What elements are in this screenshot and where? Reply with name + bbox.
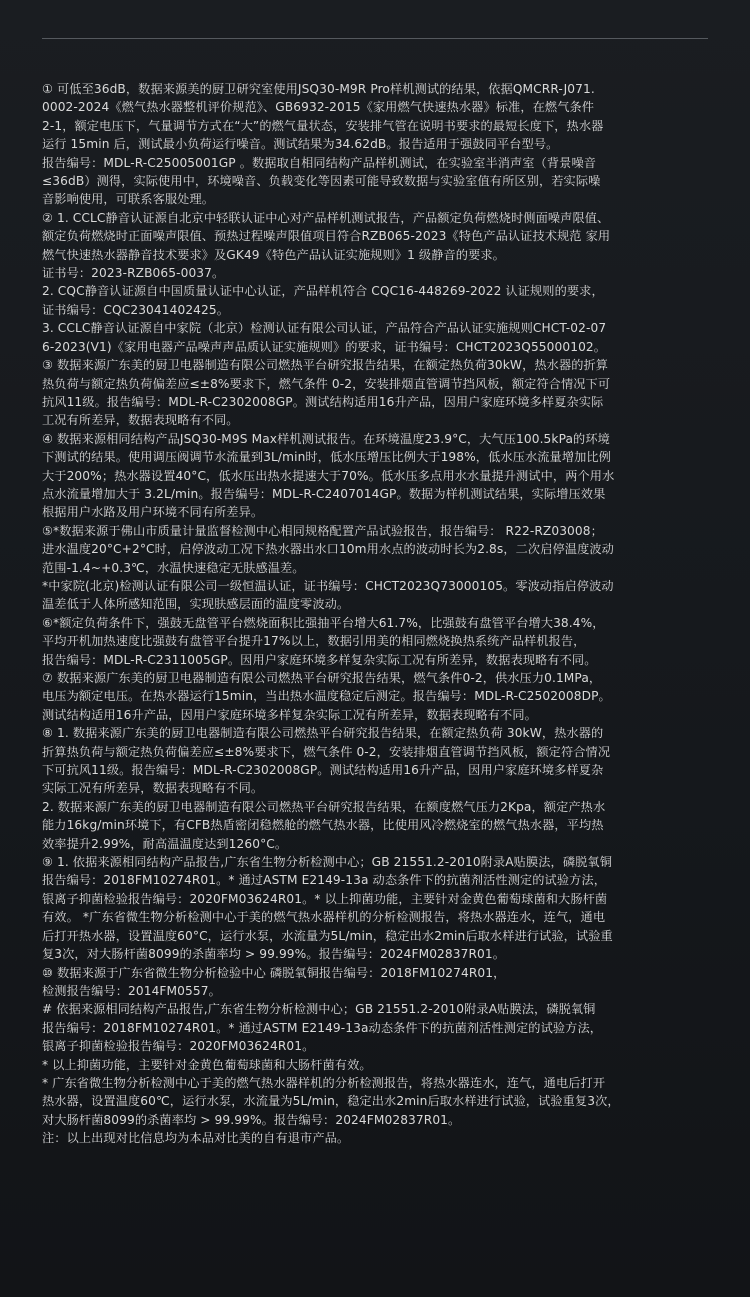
note-5-constant-temperature: ⑤*数据来源于佛山市质量计量监督检测中心相同规格配置产品试验报告，报告编号： R22-RZ03008； 进水温度20°C+2°C时，启停波动工况下热水器出水口10m用水点的波动时长为2.8s，二次启停温度波动 范围-1.4~+0.3℃，水温快速稳定无肤感温差。 *中家院(北京)检测认证有限公司一级恒温认证，证书编号：CHCT2023Q73000105。零波动指启停波动 温差低于人体所感知范围，实现肤感层面的温度零波动。 — [42, 523, 614, 612]
note-hash-antibacterial: # 依据来源相同结构产品报告,广东省生物分析检测中心；GB 21551.2-2010附录A贴膜法，磷脱氧铜 报告编号：2018FM10274R01。* 通过ASTM E2149-13a动态条件下的抗菌剂活性测定的试验方法， 银离子抑菌检验报告编号：2020FM03624R01。 * 以上抑菌功能，主要针对金黄色葡萄球菌和大肠杆菌有效。 * 广东省微生物分析检测中心于美的燃气热水器样机的分析检测报告，将热水器连水，连气，通电后打开 热水器，设置温度60℃，运行水泵，水流量为5L/min，稳定出水2min后取水样进行试验，试验重复3次， 对大肠杆菌8099的杀菌率均 > 99.99%。报告编号：2024FM02837R01。 — [42, 1002, 620, 1127]
note-7-test-conditions: ⑦ 数据来源广东美的厨卫电器制造有限公司燃热平台研究报告结果，燃气条件0-2，供水压力0.1MPa， 电压为额定电压。在热水器运行15min，当出热水温度稳定后测定。报告编号：MDL-R-C2502008DP。 测试结构适用16升产品，因用户家庭环境多样复杂实际工况有所差异，数据表现略有不同。 — [42, 671, 611, 722]
note-comparison-footnote: 注：以上出现对比信息均为本品对比美的自有退市产品。 — [42, 1131, 350, 1146]
note-9-antibacterial: ⑨ 1. 依据来源相同结构产品报告,广东省生物分析检测中心；GB 21551.2-2010附录A贴膜法，磷脱氧铜 报告编号：2018FM10274R01。* 通过ASTM E2149-13a 动态条件下的抗菌剂活性测定的试验方法， 银离子抑菌检验报告编号：2020FM03624R01。* 以上抑菌功能，主要针对金黄色葡萄球菌和大肠杆菌 有效。 *广东省微生物分析检测中心于美的燃气热水器样机的分析检测报告，将热水器连水，连气，通电 后打开热水器，设置温度60°C，运行水泵，水流量为5L/min，稳定出水2min后取水样进行试验，试验重 复3次，对大肠杆菌8099的杀菌率均 > 99.99%。报告编号：2024FM02837R01。 — [42, 855, 613, 962]
note-2-cclc-chct-certification: 3. CCLC静音认证源自中家院（北京）检测认证有限公司认证，产品符合产品认证实施规则CHCT-02-07 6-2023(V1)《家用电器产品噪声声品质认证实施规则》的要求，证书编号：CHCT2023Q55000102。 — [42, 321, 607, 354]
note-1-noise-test: ① 可低至36dB，数据来源美的厨卫研究室使用JSQ30-M9R Pro样机测试的结果，依据QMCRR-J071. 0002-2024《燃气热水器整机评价规范》、GB6932-2015《家用燃气快速热水器》标准，在燃气条件 2-1，额定电压下，气量调节方式在“大”的燃气量状态，安装排气管在说明书要求的最短长度下，热水器 运行 15min 后，测试最小负荷运行噪音。测试结果为34.62dB。报告适用于强鼓同平台型号。 报告编号：MDL-R-C25005001GP 。数据取自相同结构产品样机测试，在实验室半消声室（背景噪音 ≤36dB）测得，实际使用中，环境噪音、负载变化等因素可能导致数据与实验室值有所区别，若实际噪 音影响使用，可联系客服处理。 — [42, 82, 604, 207]
note-3-wind-resistance: ③ 数据来源广东美的厨卫电器制造有限公司燃热平台研究报告结果，在额定热负荷30kW，热水器的折算 热负荷与额定热负荷偏差应≤±8%要求下，燃气条件 0-2，安装排烟直管调节挡风板，额定符合情况下可 抗风11级。报告编号：MDL-R-C2302008GP。测试结构适用16升产品，因用户家庭环境多样夏杂实际 工况有所差异，数据表现略有不同。 — [42, 358, 611, 428]
note-10-copper-report: ⑩ 数据来源于广东省微生物分析检验中心 磷脱氧铜报告编号：2018FM10274R01， 检测报告编号：2014FM0557。 — [42, 965, 506, 998]
divider — [42, 38, 708, 39]
note-6-combustion-area: ⑥*额定负荷条件下，强鼓无盘管平台燃烧面积比强抽平台增大61.7%，比强鼓有盘管平台增大38.4%， 平均开机加热速度比强鼓有盘管平台提升17%以上，数据引用美的相同燃烧换热系统产品样机报告， 报告编号：MDL-R-C2311005GP。因用户家庭环境多样复杂实际工况有所差异，数据表现略有不同。 — [42, 615, 605, 667]
note-2-cclc-quiet-certification: ② 1. CCLC静音认证源自北京中轻联认证中心对产品样机测试报告，产品额定负荷燃烧时侧面噪声限值、 额定负荷燃烧时正面噪声限值、预热过程噪声限值项目符合RZB065-2023《特色产品认证技术规范 家用 燃气快速热水器静音技术要求》及GK49《特色产品认证实施规则》1 级静音的要求。 证书号：2023-RZB065-0037。 — [42, 210, 611, 281]
note-8-wind-resistance: ⑧ 1. 数据来源广东美的厨卫电器制造有限公司燃热平台研究报告结果，在额定热负荷 30kW，热水器的 折算热负荷与额定热负荷偏差应≤±8%要求下，燃气条件 0-2，安装排烟直管调节挡风板，额定符合情况 下可抗风11级。报告编号：MDL-R-C2302008GP。测试结构适用16升产品，因用户家庭环境多样夏杂 实际工况有所差异，数据表现略有不同。 — [42, 726, 611, 796]
note-4-low-pressure-boost: ④ 数据来源相同结构产品JSQ30-M9S Max样机测试报告。在环境温度23.9°C，大气压100.5kPa的环境 下测试的结果。使用调压阀调节水流量到3L/min时，低水压增压比例大于198%，低水压水流量增加比例 大于200%；热水器设置40°C，低水压出热水提速大于70%。低水压多点用水水量提升测试中，两个用水 点水流量增加大于 3.2L/min。报告编号：MDL-R-C2407014GP。数据为样机测试结果，实际增压效果 根据用户水路及用户环境不同有所差异。 — [42, 431, 615, 520]
disclaimer-notes — [42, 80, 718, 1148]
note-2-cqc-quiet-certification: 2. CQC静音认证源自中国质量认证中心认证，产品样机符合 CQC16-448269-2022 认证规则的要求， 证书编号：CQC23041402425。 — [42, 284, 604, 317]
note-8-thermal-efficiency: 2. 数据来源广东美的厨卫电器制造有限公司燃热平台研究报告结果，在额度燃气压力2Kpa，额定产热水 能力16kg/min环境下，有CFB热盾密闭稳燃舱的燃气热水器，比使用风冷燃烧室的燃气热水器，平均热 效率提升2.99%，耐高温温度达到1260°C。 — [42, 799, 606, 851]
